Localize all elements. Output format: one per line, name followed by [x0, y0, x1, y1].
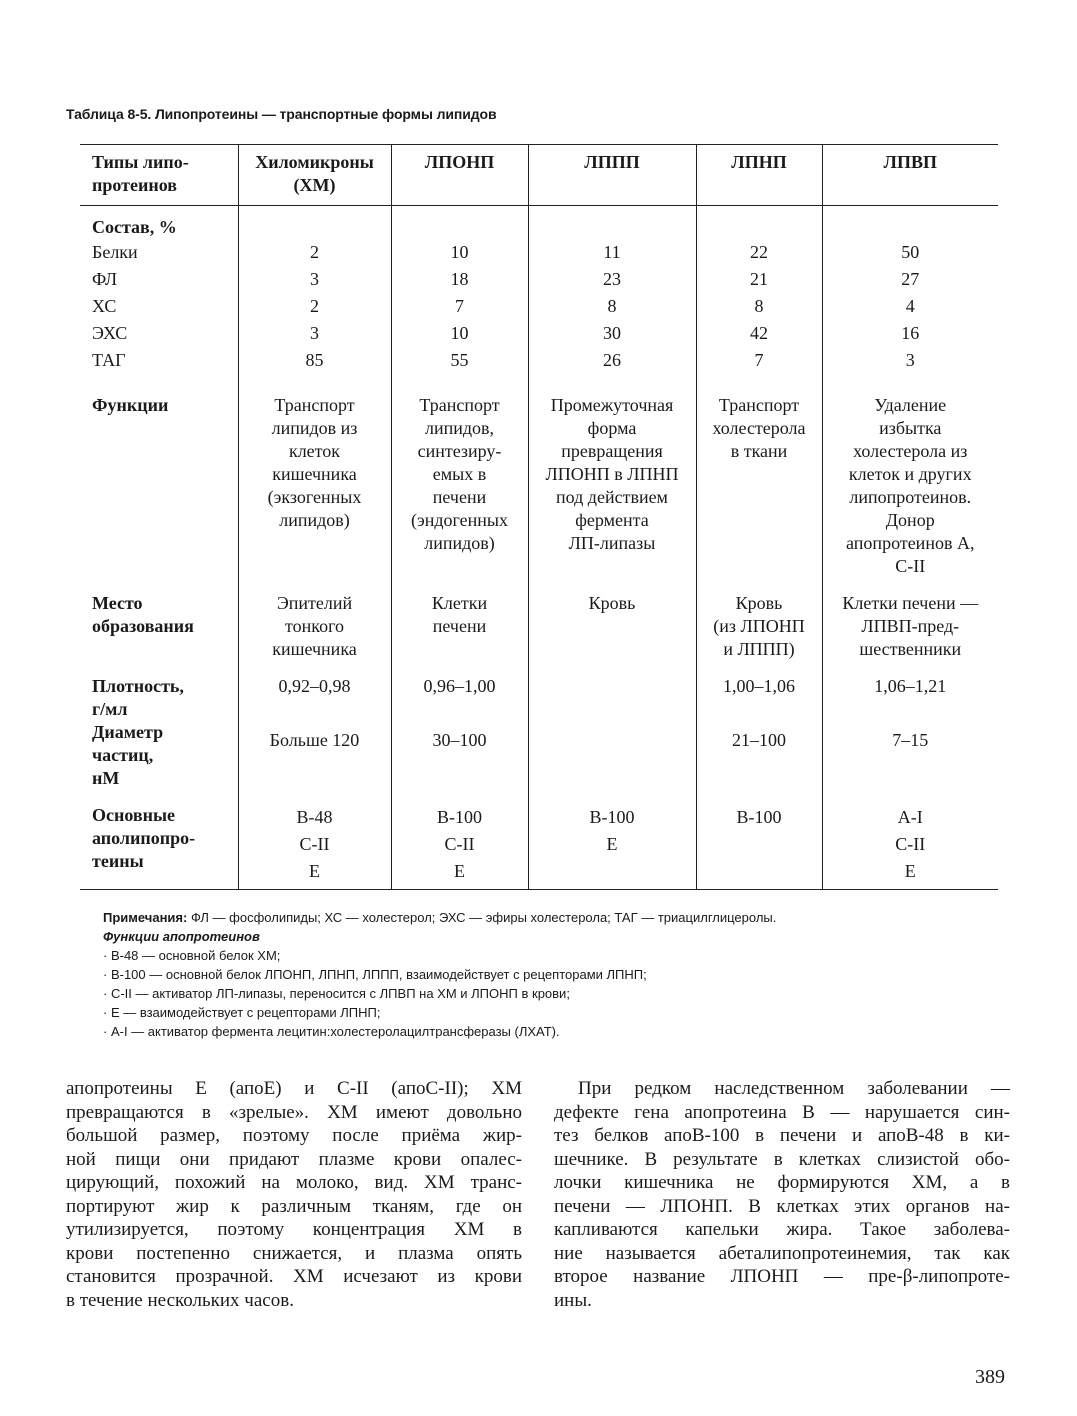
row-label: ХС [92, 296, 117, 316]
table-row [80, 721, 998, 790]
table-row [80, 578, 998, 661]
header-cell: ЛПВП [822, 145, 998, 206]
table-cell: 55 [391, 347, 528, 374]
notes-item: · С-II — активатор ЛП-липазы, переносится с ЛПВП на ХМ и ЛПОНП в крови; [103, 986, 570, 1001]
row-label: ФЛ [92, 269, 118, 289]
table-cell [528, 721, 696, 790]
notes-line [103, 908, 1003, 927]
table-cell: Транспорт липидов из клеток кишечника (экзогенных липидов) [238, 374, 391, 578]
text-line: апопротеины Е (апоЕ) и С-II (апоС-II); ХМ [66, 1078, 522, 1099]
table-cell [528, 661, 696, 721]
text-line: становится прозрачной. ХМ исчезают из крови [66, 1266, 522, 1287]
text-line: ной пищи они придают плазме крови опалес- [66, 1148, 522, 1170]
table-cell: 1,00–1,06 [696, 661, 822, 721]
table-cell: 85 [238, 347, 391, 374]
notes-functions-title: Функции апопротеинов [103, 929, 260, 944]
table-cell: 23 [528, 266, 696, 293]
text-line: печени — ЛПОНП. В клетках этих органов на- [554, 1195, 1010, 1217]
body-column-left [66, 1077, 522, 1312]
body-column-right [554, 1077, 1010, 1312]
text-line: дефекте гена апопротеина В — нарушается син- [554, 1101, 1010, 1123]
text-line: ины. [554, 1289, 592, 1311]
notes-item: · А-I — активатор фермента лецитин:холестеролацилтрансферазы (ЛХАТ). [103, 1024, 560, 1039]
text-line: капливаются капельки жира. Такое заболева- [554, 1219, 1010, 1240]
header-cell: Хиломикроны (ХМ) [238, 145, 391, 206]
row-label: Белки [92, 242, 138, 262]
table-cell: Транспорт холестерола в ткани [696, 374, 822, 578]
header-cell: ЛПОНП [391, 145, 528, 206]
table-cell: Удаление избытка холестерола из клеток и других липопротеинов. Донор апопротеинов А, С-II [822, 374, 998, 578]
table-cell: В-100 С-II Е [391, 790, 528, 889]
row-label: ТАГ [92, 350, 126, 370]
table-cell: Транспорт липидов, синтезиру- емых в печени (эндогенных липидов) [391, 374, 528, 578]
row-label: Диаметр частиц, нМ [92, 722, 164, 788]
table-cell: 7 [391, 293, 528, 320]
notes-prefix: Примечания: [103, 910, 188, 925]
text-line: тез белков апоВ-100 в печени и апоВ-48 в ки- [554, 1125, 1010, 1146]
table-cell: 27 [822, 266, 998, 293]
text-line: в течение нескольких часов. [66, 1289, 294, 1311]
text-line: портируют жир к различным тканям, где он [66, 1195, 522, 1217]
table-cell: 0,92–0,98 [238, 661, 391, 721]
section-label: Состав, % [92, 217, 177, 237]
table-cell: В-100 Е [528, 790, 696, 889]
notes-item: · В-100 — основной белок ЛПОНП, ЛПНП, ЛППП, взаимодействует с рецепторами ЛПНП; [103, 967, 647, 982]
table-cell: 2 [238, 239, 391, 266]
table-row [80, 239, 998, 266]
table-notes [103, 908, 1003, 1041]
table-cell: Эпителий тонкого кишечника [238, 578, 391, 661]
table-cell: А-I С-II Е [822, 790, 998, 889]
table-row [80, 661, 998, 721]
table-cell: 10 [391, 320, 528, 347]
table-cell: 0,96–1,00 [391, 661, 528, 721]
table-cell: 3 [822, 347, 998, 374]
table-cell: 30–100 [391, 721, 528, 790]
table-cell: 16 [822, 320, 998, 347]
row-label: Плотность, г/мл [92, 676, 184, 719]
notes-item: · В-48 — основной белок ХМ; [103, 948, 281, 963]
table-cell: Кровь [528, 578, 696, 661]
table-caption: Таблица 8-5. Липопротеины — транспортные формы липидов [66, 106, 497, 122]
table-cell: 7–15 [822, 721, 998, 790]
text-line: превращаются в «зрелые». ХМ имеют довольно [66, 1101, 522, 1123]
table-header-row [80, 145, 998, 206]
table-cell: 21 [696, 266, 822, 293]
table-cell: 3 [238, 320, 391, 347]
header-cell: ЛПНП [696, 145, 822, 206]
text-line: шечнике. В результате в клетках слизистой обо- [554, 1148, 1010, 1170]
notes-item: · Е — взаимодействует с рецепторами ЛПНП; [103, 1005, 381, 1020]
table-cell: 10 [391, 239, 528, 266]
table-cell: В-100 [696, 790, 822, 889]
text-line: цирующий, похожий на молоко, вид. ХМ транс- [66, 1172, 522, 1193]
table-cell: 30 [528, 320, 696, 347]
table-row [80, 320, 998, 347]
notes-text: ФЛ — фосфолипиды; ХС — холестерол; ЭХС — эфиры холестерола; ТАГ — триацилглицеролы. [187, 910, 777, 925]
row-label: Основные аполипопро- теины [92, 805, 196, 871]
table-cell: 21–100 [696, 721, 822, 790]
text-line: второе название ЛПОНП — пре-β-липопроте- [554, 1266, 1010, 1287]
table-cell: 8 [696, 293, 822, 320]
table-cell: 11 [528, 239, 696, 266]
text-line: большой размер, поэтому после приёма жир- [66, 1125, 522, 1146]
text-line: При редком наследственном заболевании — [578, 1078, 1010, 1099]
text-line: крови постепенно снижается, и плазма опять [66, 1242, 522, 1264]
table-row [80, 266, 998, 293]
table-row [80, 374, 998, 578]
table-cell: 26 [528, 347, 696, 374]
text-line: утилизируется, поэтому концентрация ХМ в [66, 1219, 522, 1240]
table-cell: 4 [822, 293, 998, 320]
table-cell: 22 [696, 239, 822, 266]
table-row [80, 206, 998, 240]
row-label: Функции [92, 395, 169, 415]
table-cell: Кровь (из ЛПОНП и ЛППП) [696, 578, 822, 661]
text-line: ние называется абеталипопротеинемия, так как [554, 1242, 1010, 1264]
row-label: Место образования [92, 593, 194, 636]
table-cell: 7 [696, 347, 822, 374]
table-cell: Клетки печени [391, 578, 528, 661]
table-cell: 2 [238, 293, 391, 320]
table-cell: 1,06–1,21 [822, 661, 998, 721]
table-cell: 18 [391, 266, 528, 293]
table-cell: 3 [238, 266, 391, 293]
table-cell: Клетки печени — ЛПВП-пред- шественники [822, 578, 998, 661]
table-cell: 50 [822, 239, 998, 266]
header-cell: Типы липо- протеинов [80, 145, 238, 206]
text-line: лочки кишечника не формируются ХМ, а в [554, 1172, 1010, 1193]
table-cell: 8 [528, 293, 696, 320]
table-cell: 42 [696, 320, 822, 347]
table-row [80, 293, 998, 320]
page-number: 389 [975, 1366, 1005, 1388]
row-label: ЭХС [92, 323, 128, 343]
lipoprotein-table [80, 144, 998, 890]
table-cell: Промежуточная форма превращения ЛПОНП в ЛПНП под действием фермента ЛП-липазы [528, 374, 696, 578]
table-row [80, 790, 998, 889]
table-row [80, 347, 998, 374]
table-cell: Больше 120 [238, 721, 391, 790]
header-cell: ЛППП [528, 145, 696, 206]
table-cell: В-48 С-II Е [238, 790, 391, 889]
